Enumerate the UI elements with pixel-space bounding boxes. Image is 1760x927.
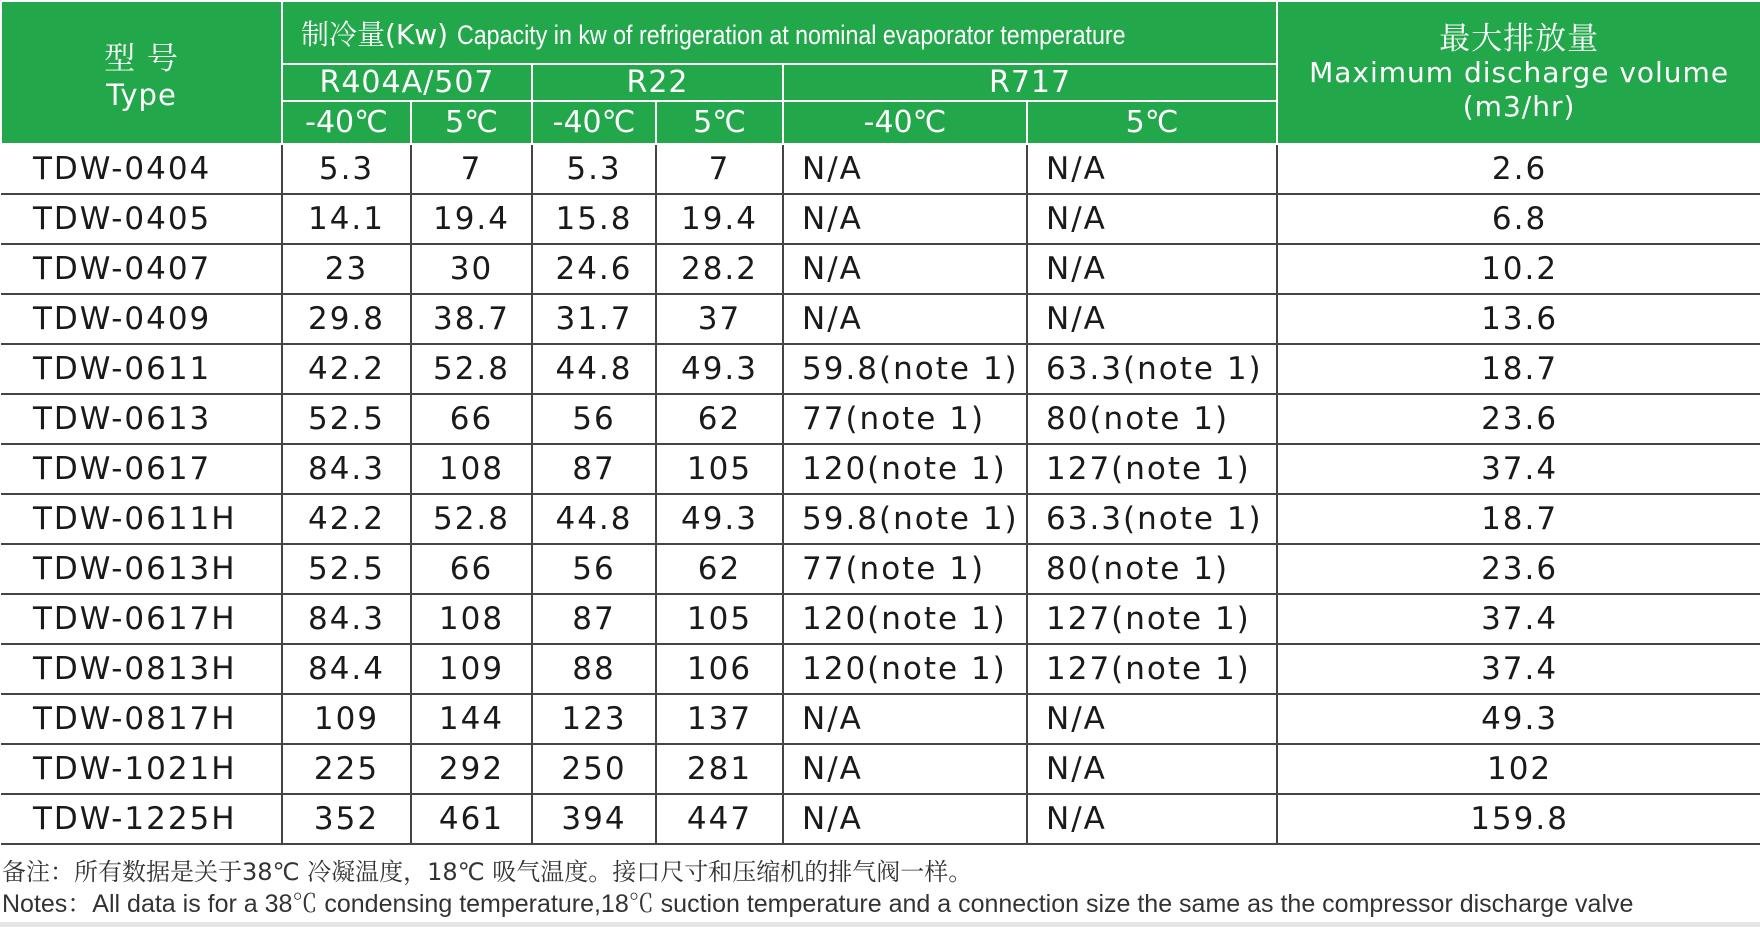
discharge-cell: 102 [1277,744,1760,794]
value-cell: 66 [411,394,532,444]
discharge-cell: 18.7 [1277,344,1760,394]
max-discharge-unit: (m3/hr) [1462,89,1576,123]
type-cell: TDW-0409 [1,294,282,344]
table-row [1,544,1760,594]
value-cell: N/A [1027,694,1277,744]
value-cell: 250 [532,744,656,794]
table-row [1,744,1760,794]
value-cell: 30 [411,244,532,294]
refrigerant-header-r404a: R404A/507 [282,64,532,101]
value-cell: 62 [656,394,783,444]
value-cell: 144 [411,694,532,744]
table-row [1,444,1760,494]
value-cell: 19.4 [656,194,783,244]
value-cell: N/A [783,294,1027,344]
value-cell: 137 [656,694,783,744]
value-cell: 49.3 [656,344,783,394]
discharge-cell: 23.6 [1277,544,1760,594]
value-cell: 7 [411,144,532,194]
value-cell: 42.2 [282,344,411,394]
discharge-cell: 2.6 [1277,144,1760,194]
value-cell: 108 [411,594,532,644]
temp-header: 5℃ [656,101,783,144]
table-row [1,194,1760,244]
value-cell: 59.8(note 1) [783,494,1027,544]
value-cell: 281 [656,744,783,794]
max-discharge-header [1277,1,1760,144]
type-cell: TDW-0611 [1,344,282,394]
value-cell: 84.3 [282,444,411,494]
temp-header: -40℃ [282,101,411,144]
value-cell: 52.8 [411,494,532,544]
max-discharge-header-cn: 最大排放量 [1439,20,1600,57]
value-cell: 59.8(note 1) [783,344,1027,394]
value-cell: N/A [1027,144,1277,194]
value-cell: 52.8 [411,344,532,394]
discharge-cell: 37.4 [1277,444,1760,494]
table-row [1,294,1760,344]
value-cell: 109 [282,694,411,744]
value-cell: 62 [656,544,783,594]
discharge-cell: 6.8 [1277,194,1760,244]
value-cell: N/A [1027,244,1277,294]
value-cell: N/A [783,694,1027,744]
table-row [1,794,1760,844]
value-cell: 15.8 [532,194,656,244]
table-notes [0,856,1760,920]
table-body [1,144,1760,844]
type-cell: TDW-1021H [1,744,282,794]
discharge-cell: 10.2 [1277,244,1760,294]
type-cell: TDW-0611H [1,494,282,544]
value-cell: 84.4 [282,644,411,694]
value-cell: 84.3 [282,594,411,644]
value-cell: 5.3 [532,144,656,194]
discharge-cell: 159.8 [1277,794,1760,844]
value-cell: 87 [532,444,656,494]
value-cell: 123 [532,694,656,744]
type-header-cn: 型 号 [104,41,179,77]
value-cell: 49.3 [656,494,783,544]
value-cell: 37 [656,294,783,344]
table-header [1,1,1760,144]
value-cell: N/A [783,144,1027,194]
value-cell: N/A [1027,194,1277,244]
type-cell: TDW-0617H [1,594,282,644]
value-cell: 120(note 1) [783,594,1027,644]
value-cell: 42.2 [282,494,411,544]
value-cell: N/A [783,194,1027,244]
discharge-cell: 23.6 [1277,394,1760,444]
value-cell: 29.8 [282,294,411,344]
value-cell: 292 [411,744,532,794]
value-cell: 5.3 [282,144,411,194]
discharge-cell: 49.3 [1277,694,1760,744]
capacity-header-en: Capacity in kw of refrigeration at nominal evaporator temperature [457,19,1126,50]
value-cell: 225 [282,744,411,794]
value-cell: 108 [411,444,532,494]
type-cell: TDW-0404 [1,144,282,194]
capacity-header-cn: 制冷量(Kw) [301,17,449,51]
capacity-header [282,1,1277,64]
table-row [1,344,1760,394]
value-cell: N/A [1027,794,1277,844]
value-cell: N/A [783,244,1027,294]
type-cell: TDW-0817H [1,694,282,744]
table-row [1,594,1760,644]
value-cell: N/A [783,794,1027,844]
value-cell: 127(note 1) [1027,444,1277,494]
table-row [1,144,1760,194]
value-cell: 63.3(note 1) [1027,344,1277,394]
value-cell: 120(note 1) [783,644,1027,694]
value-cell: 394 [532,794,656,844]
value-cell: 447 [656,794,783,844]
value-cell: 7 [656,144,783,194]
temp-header: -40℃ [532,101,656,144]
value-cell: 87 [532,594,656,644]
table-row [1,394,1760,444]
table-row [1,244,1760,294]
type-header [1,1,282,144]
max-discharge-header-en: Maximum discharge volume [1309,55,1730,89]
value-cell: 19.4 [411,194,532,244]
temp-header: -40℃ [783,101,1027,144]
discharge-cell: 18.7 [1277,494,1760,544]
value-cell: 127(note 1) [1027,644,1277,694]
value-cell: 106 [656,644,783,694]
value-cell: 77(note 1) [783,394,1027,444]
value-cell: 105 [656,594,783,644]
value-cell: 56 [532,544,656,594]
type-cell: TDW-0617 [1,444,282,494]
type-cell: TDW-0613 [1,394,282,444]
discharge-cell: 13.6 [1277,294,1760,344]
value-cell: N/A [783,744,1027,794]
value-cell: 352 [282,794,411,844]
temp-header: 5℃ [1027,101,1277,144]
bottom-divider [0,922,1760,927]
value-cell: 52.5 [282,544,411,594]
refrigerant-header-r22: R22 [532,64,783,101]
temp-header: 5℃ [411,101,532,144]
type-cell: TDW-0407 [1,244,282,294]
discharge-cell: 37.4 [1277,644,1760,694]
value-cell: 44.8 [532,494,656,544]
value-cell: 80(note 1) [1027,544,1277,594]
note-cn: 备注：所有数据是关于38℃ 冷凝温度，18℃ 吸气温度。接口尺寸和压缩机的排气阀一样。 [2,858,973,886]
value-cell: 56 [532,394,656,444]
value-cell: 52.5 [282,394,411,444]
value-cell: 63.3(note 1) [1027,494,1277,544]
value-cell: 77(note 1) [783,544,1027,594]
value-cell: 109 [411,644,532,694]
value-cell: 80(note 1) [1027,394,1277,444]
note-en: Notes：All data is for a 38℃ condensing temperature,18℃ suction temperature and a connection size the same as the compressor discharge valve [2,890,1634,918]
value-cell: 127(note 1) [1027,594,1277,644]
value-cell: N/A [1027,294,1277,344]
type-cell: TDW-0813H [1,644,282,694]
value-cell: 38.7 [411,294,532,344]
value-cell: 24.6 [532,244,656,294]
value-cell: 14.1 [282,194,411,244]
discharge-cell: 37.4 [1277,594,1760,644]
refrigerant-header-r717: R717 [783,64,1277,101]
table-row [1,494,1760,544]
value-cell: 31.7 [532,294,656,344]
type-cell: TDW-1225H [1,794,282,844]
value-cell: 105 [656,444,783,494]
value-cell: 88 [532,644,656,694]
value-cell: 120(note 1) [783,444,1027,494]
type-cell: TDW-0613H [1,544,282,594]
value-cell: 28.2 [656,244,783,294]
type-cell: TDW-0405 [1,194,282,244]
table-row [1,644,1760,694]
type-header-en: Type [106,78,177,112]
value-cell: 44.8 [532,344,656,394]
value-cell: 461 [411,794,532,844]
value-cell: N/A [1027,744,1277,794]
table-row [1,694,1760,744]
value-cell: 66 [411,544,532,594]
value-cell: 23 [282,244,411,294]
